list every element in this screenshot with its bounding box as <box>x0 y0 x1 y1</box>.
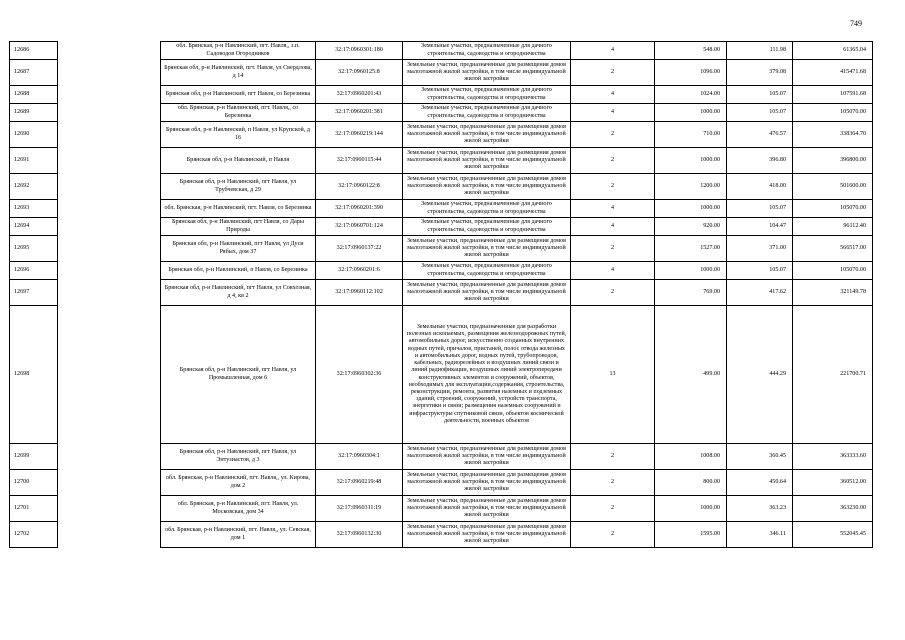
cadastral-value-cell: 396800.00 <box>793 148 873 174</box>
area-cell: 1000.00 <box>655 200 727 218</box>
record-number-cell: 12696 <box>10 262 58 280</box>
area-cell: 1024.00 <box>655 86 727 104</box>
cadastral-value-cell: 105070.00 <box>793 104 873 122</box>
cadastral-value-cell: 107591.68 <box>793 86 873 104</box>
spacer-cell <box>58 236 161 262</box>
spacer-cell <box>58 122 161 148</box>
group-code-cell: 4 <box>571 104 655 122</box>
group-code-cell: 2 <box>571 280 655 306</box>
record-number-cell: 12697 <box>10 280 58 306</box>
cadastral-number-cell: 32:17:0960301:180 <box>316 42 403 60</box>
cadastral-value-cell: 552045.45 <box>793 522 873 548</box>
cadastral-number-cell: 32:17:0960137:22 <box>316 236 403 262</box>
spacer-cell <box>58 470 161 496</box>
specific-value-cell: 379.08 <box>727 60 793 86</box>
group-code-cell: 13 <box>571 306 655 444</box>
area-cell: 1008.00 <box>655 444 727 470</box>
area-cell: 1000.00 <box>655 496 727 522</box>
record-number-cell: 12688 <box>10 86 58 104</box>
spacer-cell <box>58 42 161 60</box>
table-row <box>10 470 873 496</box>
group-code-cell: 2 <box>571 444 655 470</box>
cadastral-number-cell: 32:17:0960201:390 <box>316 200 403 218</box>
cadastral-number-cell: 32:17:0960701:124 <box>316 218 403 236</box>
land-use-cell: Земельные участки, предназначенные для размещения домов малоэтажной жилой застройки, в том числе индивидуальной жилой застройки <box>403 60 571 86</box>
land-use-cell: Земельные участки, предназначенные для дачного строительства, садоводства и огородничества <box>403 86 571 104</box>
area-cell: 769.00 <box>655 280 727 306</box>
address-cell: обл. Брянская, р-н Навлинский, пгт. Навля,, ул. Кирова, дом 2 <box>161 470 316 496</box>
table-row <box>10 86 873 104</box>
cadastral-value-cell: 61365.04 <box>793 42 873 60</box>
land-use-cell: Земельные участки, предназначенные для размещения домов малоэтажной жилой застройки, в том числе индивидуальной жилой застройки <box>403 444 571 470</box>
record-number-cell: 12699 <box>10 444 58 470</box>
land-use-cell: Земельные участки, предназначенные для размещения домов малоэтажной жилой застройки, в том числе индивидуальной жилой застройки <box>403 280 571 306</box>
spacer-cell <box>58 200 161 218</box>
table-row <box>10 280 873 306</box>
cadastral-value-table <box>9 41 873 548</box>
specific-value-cell: 371.00 <box>727 236 793 262</box>
group-code-cell: 4 <box>571 218 655 236</box>
specific-value-cell: 418.00 <box>727 174 793 200</box>
area-cell: 1096.00 <box>655 60 727 86</box>
cadastral-number-cell: 32:17:0960311:19 <box>316 496 403 522</box>
group-code-cell: 4 <box>571 262 655 280</box>
address-cell: Брянская обл, р-н Навлинский, пгт Навля, ул Энтузиастов, д 3 <box>161 444 316 470</box>
cadastral-number-cell: 32:17:0960302:36 <box>316 306 403 444</box>
group-code-cell: 4 <box>571 200 655 218</box>
group-code-cell: 2 <box>571 148 655 174</box>
table-row <box>10 122 873 148</box>
cadastral-number-cell: 32:17:0960201:6 <box>316 262 403 280</box>
land-use-cell: Земельные участки, предназначенные для размещения домов малоэтажной жилой застройки, в том числе индивидуальной жилой застройки <box>403 496 571 522</box>
area-cell: 1200.00 <box>655 174 727 200</box>
specific-value-cell: 476.57 <box>727 122 793 148</box>
table-row <box>10 60 873 86</box>
land-use-cell: Земельные участки, предназначенные для дачного строительства, садоводства и огородничества <box>403 218 571 236</box>
cadastral-number-cell: 32:17:0960201:381 <box>316 104 403 122</box>
specific-value-cell: 111.98 <box>727 42 793 60</box>
spacer-cell <box>58 280 161 306</box>
record-number-cell: 12693 <box>10 200 58 218</box>
table-row <box>10 262 873 280</box>
area-cell: 548.00 <box>655 42 727 60</box>
record-number-cell: 12694 <box>10 218 58 236</box>
spacer-cell <box>58 148 161 174</box>
cadastral-value-cell: 105070.00 <box>793 200 873 218</box>
specific-value-cell: 105.07 <box>727 262 793 280</box>
specific-value-cell: 104.47 <box>727 218 793 236</box>
address-cell: Брянская обл, р-н Навлинский, пгт Навля, ул Трубчевская, д 29 <box>161 174 316 200</box>
group-code-cell: 2 <box>571 174 655 200</box>
cadastral-value-cell: 96112.40 <box>793 218 873 236</box>
table-row <box>10 200 873 218</box>
cadastral-number-cell: 32:17:0960219:48 <box>316 470 403 496</box>
spacer-cell <box>58 86 161 104</box>
record-number-cell: 12695 <box>10 236 58 262</box>
specific-value-cell: 105.07 <box>727 104 793 122</box>
table-row <box>10 496 873 522</box>
record-number-cell: 12700 <box>10 470 58 496</box>
spacer-cell <box>58 522 161 548</box>
record-number-cell: 12698 <box>10 306 58 444</box>
address-cell: обл. Брянская, р-н Навлинский, пгт. Навля,, з.п. Садоводов Огородников <box>161 42 316 60</box>
record-number-cell: 12690 <box>10 122 58 148</box>
land-use-cell: Земельные участки, предназначенные для размещения домов малоэтажной жилой застройки, в том числе индивидуальной жилой застройки <box>403 470 571 496</box>
cadastral-value-cell: 221700.71 <box>793 306 873 444</box>
cadastral-value-cell: 566517.00 <box>793 236 873 262</box>
address-cell: Брянская обл, р-н Навлинский, пгт Навля, со Дары Природы <box>161 218 316 236</box>
area-cell: 920.00 <box>655 218 727 236</box>
cadastral-value-cell: 363230.00 <box>793 496 873 522</box>
group-code-cell: 2 <box>571 470 655 496</box>
specific-value-cell: 363.23 <box>727 496 793 522</box>
area-cell: 499.00 <box>655 306 727 444</box>
group-code-cell: 4 <box>571 86 655 104</box>
group-code-cell: 2 <box>571 236 655 262</box>
address-cell: обл. Брянская, р-н Навлинский, пгт. Навля,, со Березинка <box>161 104 316 122</box>
area-cell: 1000.00 <box>655 104 727 122</box>
group-code-cell: 2 <box>571 60 655 86</box>
table-row <box>10 104 873 122</box>
address-cell: Брянская обл, р-н Навлинский, пгт Навля, ул Дуси Рябых, дом 37 <box>161 236 316 262</box>
table-row <box>10 174 873 200</box>
cadastral-value-cell: 360512.00 <box>793 470 873 496</box>
address-cell: Брянская обл, р-н Навлинский, пгт. Навля, ул Свердлова, д 14 <box>161 60 316 86</box>
group-code-cell: 4 <box>571 42 655 60</box>
spacer-cell <box>58 174 161 200</box>
page-number: 749 <box>850 19 862 28</box>
land-use-cell: Земельные участки, предназначенные для разработки полезных ископаемых, размещения железнодорожных путей, автомобильных дорог, искусственно созданных внутренних водных путей, причалов, пристаней, полос отвода железных и автомобильных дорог, водных путей, трубопроводов, кабельных, радиорелейных и воздушных линий связи и линий радиофикации, воздушных линий электропередачи конструктивных элементов и сооружений, объектов, необходимых для эксплуатации,содержания, строительства, реконструкции, ремонта, развития наземных и подземных зданий, строений, сооружений, устройств транспорта, энергетики и связи; размещения наземных сооружений и инфраструктуры спутниковой связи, объектов космической деятельности, военных объектов <box>403 306 571 444</box>
specific-value-cell: 417.62 <box>727 280 793 306</box>
land-use-cell: Земельные участки, предназначенные для размещения домов малоэтажной жилой застройки, в том числе индивидуальной жилой застройки <box>403 236 571 262</box>
cadastral-value-cell: 338364.70 <box>793 122 873 148</box>
cadastral-number-cell: 32:17:0960201:43 <box>316 86 403 104</box>
table-row <box>10 148 873 174</box>
land-use-cell: Земельные участки, предназначенные для размещения домов малоэтажной жилой застройки, в том числе индивидуальной жилой застройки <box>403 522 571 548</box>
cadastral-number-cell: 32:17:0960219:144 <box>316 122 403 148</box>
cadastral-value-cell: 415471.68 <box>793 60 873 86</box>
spacer-cell <box>58 60 161 86</box>
record-number-cell: 12686 <box>10 42 58 60</box>
area-cell: 1000.00 <box>655 148 727 174</box>
specific-value-cell: 105.07 <box>727 200 793 218</box>
table-row <box>10 444 873 470</box>
table-row <box>10 218 873 236</box>
cadastral-number-cell: 32:17:0960132:30 <box>316 522 403 548</box>
record-number-cell: 12692 <box>10 174 58 200</box>
record-number-cell: 12702 <box>10 522 58 548</box>
cadastral-value-cell: 363333.60 <box>793 444 873 470</box>
table-row <box>10 42 873 60</box>
cadastral-number-cell: 32:17:0960115:44 <box>316 148 403 174</box>
area-cell: 1000.00 <box>655 262 727 280</box>
cadastral-value-cell: 321149.78 <box>793 280 873 306</box>
cadastral-value-cell: 501600.00 <box>793 174 873 200</box>
land-use-cell: Земельные участки, предназначенные для дачного строительства, садоводства и огородничества <box>403 42 571 60</box>
area-cell: 1595.00 <box>655 522 727 548</box>
address-cell: Брянская обл, р-н Навлинский, п Навля, ул Крупской, д 16 <box>161 122 316 148</box>
land-use-cell: Земельные участки, предназначенные для размещения домов малоэтажной жилой застройки, в том числе индивидуальной жилой застройки <box>403 148 571 174</box>
address-cell: Брянская обл, р-н Навлинский, п Навля, со Березинка <box>161 262 316 280</box>
specific-value-cell: 360.45 <box>727 444 793 470</box>
cadastral-number-cell: 32:17:0960112:102 <box>316 280 403 306</box>
land-use-cell: Земельные участки, предназначенные для дачного строительства, садоводства и огородничества <box>403 104 571 122</box>
record-number-cell: 12687 <box>10 60 58 86</box>
address-cell: обл. Брянская, р-н Навлинский, пгт. Навля, со Березинка <box>161 200 316 218</box>
specific-value-cell: 105.07 <box>727 86 793 104</box>
specific-value-cell: 396.80 <box>727 148 793 174</box>
address-cell: обл. Брянская, р-н Навлинский, пгт. Навля,, ул. Севская, дом 1 <box>161 522 316 548</box>
area-cell: 800.00 <box>655 470 727 496</box>
specific-value-cell: 450.64 <box>727 470 793 496</box>
land-use-cell: Земельные участки, предназначенные для размещения домов малоэтажной жилой застройки, в том числе индивидуальной жилой застройки <box>403 122 571 148</box>
specific-value-cell: 444.29 <box>727 306 793 444</box>
spacer-cell <box>58 262 161 280</box>
spacer-cell <box>58 496 161 522</box>
spacer-cell <box>58 218 161 236</box>
land-use-cell: Земельные участки, предназначенные для размещения домов малоэтажной жилой застройки, в том числе индивидуальной жилой застройки <box>403 174 571 200</box>
address-cell: Брянская обл, р-н Навлинский, пгт Навля, ул Промышленная, дом 6 <box>161 306 316 444</box>
table-row <box>10 236 873 262</box>
cadastral-number-cell: 32:17:0960304:1 <box>316 444 403 470</box>
record-number-cell: 12691 <box>10 148 58 174</box>
address-cell: Брянская обл, р-н Навлинский, п Навля <box>161 148 316 174</box>
table-row <box>10 522 873 548</box>
address-cell: Брянская обл, р-н Навлинский, пгт Навля, ул Совхозная, д 4, кв 2 <box>161 280 316 306</box>
table-row <box>10 306 873 444</box>
group-code-cell: 2 <box>571 122 655 148</box>
cadastral-number-cell: 32:17:0960125:8 <box>316 60 403 86</box>
spacer-cell <box>58 306 161 444</box>
area-cell: 710.00 <box>655 122 727 148</box>
cadastral-value-cell: 105070.00 <box>793 262 873 280</box>
group-code-cell: 2 <box>571 522 655 548</box>
cadastral-number-cell: 32:17:0960122:8 <box>316 174 403 200</box>
address-cell: обл. Брянская, р-н Навлинский, пгт. Навля, ул. Московская, дом 34 <box>161 496 316 522</box>
group-code-cell: 2 <box>571 496 655 522</box>
area-cell: 1527.00 <box>655 236 727 262</box>
spacer-cell <box>58 104 161 122</box>
land-use-cell: Земельные участки, предназначенные для дачного строительства, садоводства и огородничества <box>403 200 571 218</box>
specific-value-cell: 346.11 <box>727 522 793 548</box>
spacer-cell <box>58 444 161 470</box>
record-number-cell: 12701 <box>10 496 58 522</box>
address-cell: Брянская обл, р-н Навлинский, пгт Навля, со Березинка <box>161 86 316 104</box>
land-use-cell: Земельные участки, предназначенные для дачного строительства, садоводства и огородничества <box>403 262 571 280</box>
record-number-cell: 12689 <box>10 104 58 122</box>
